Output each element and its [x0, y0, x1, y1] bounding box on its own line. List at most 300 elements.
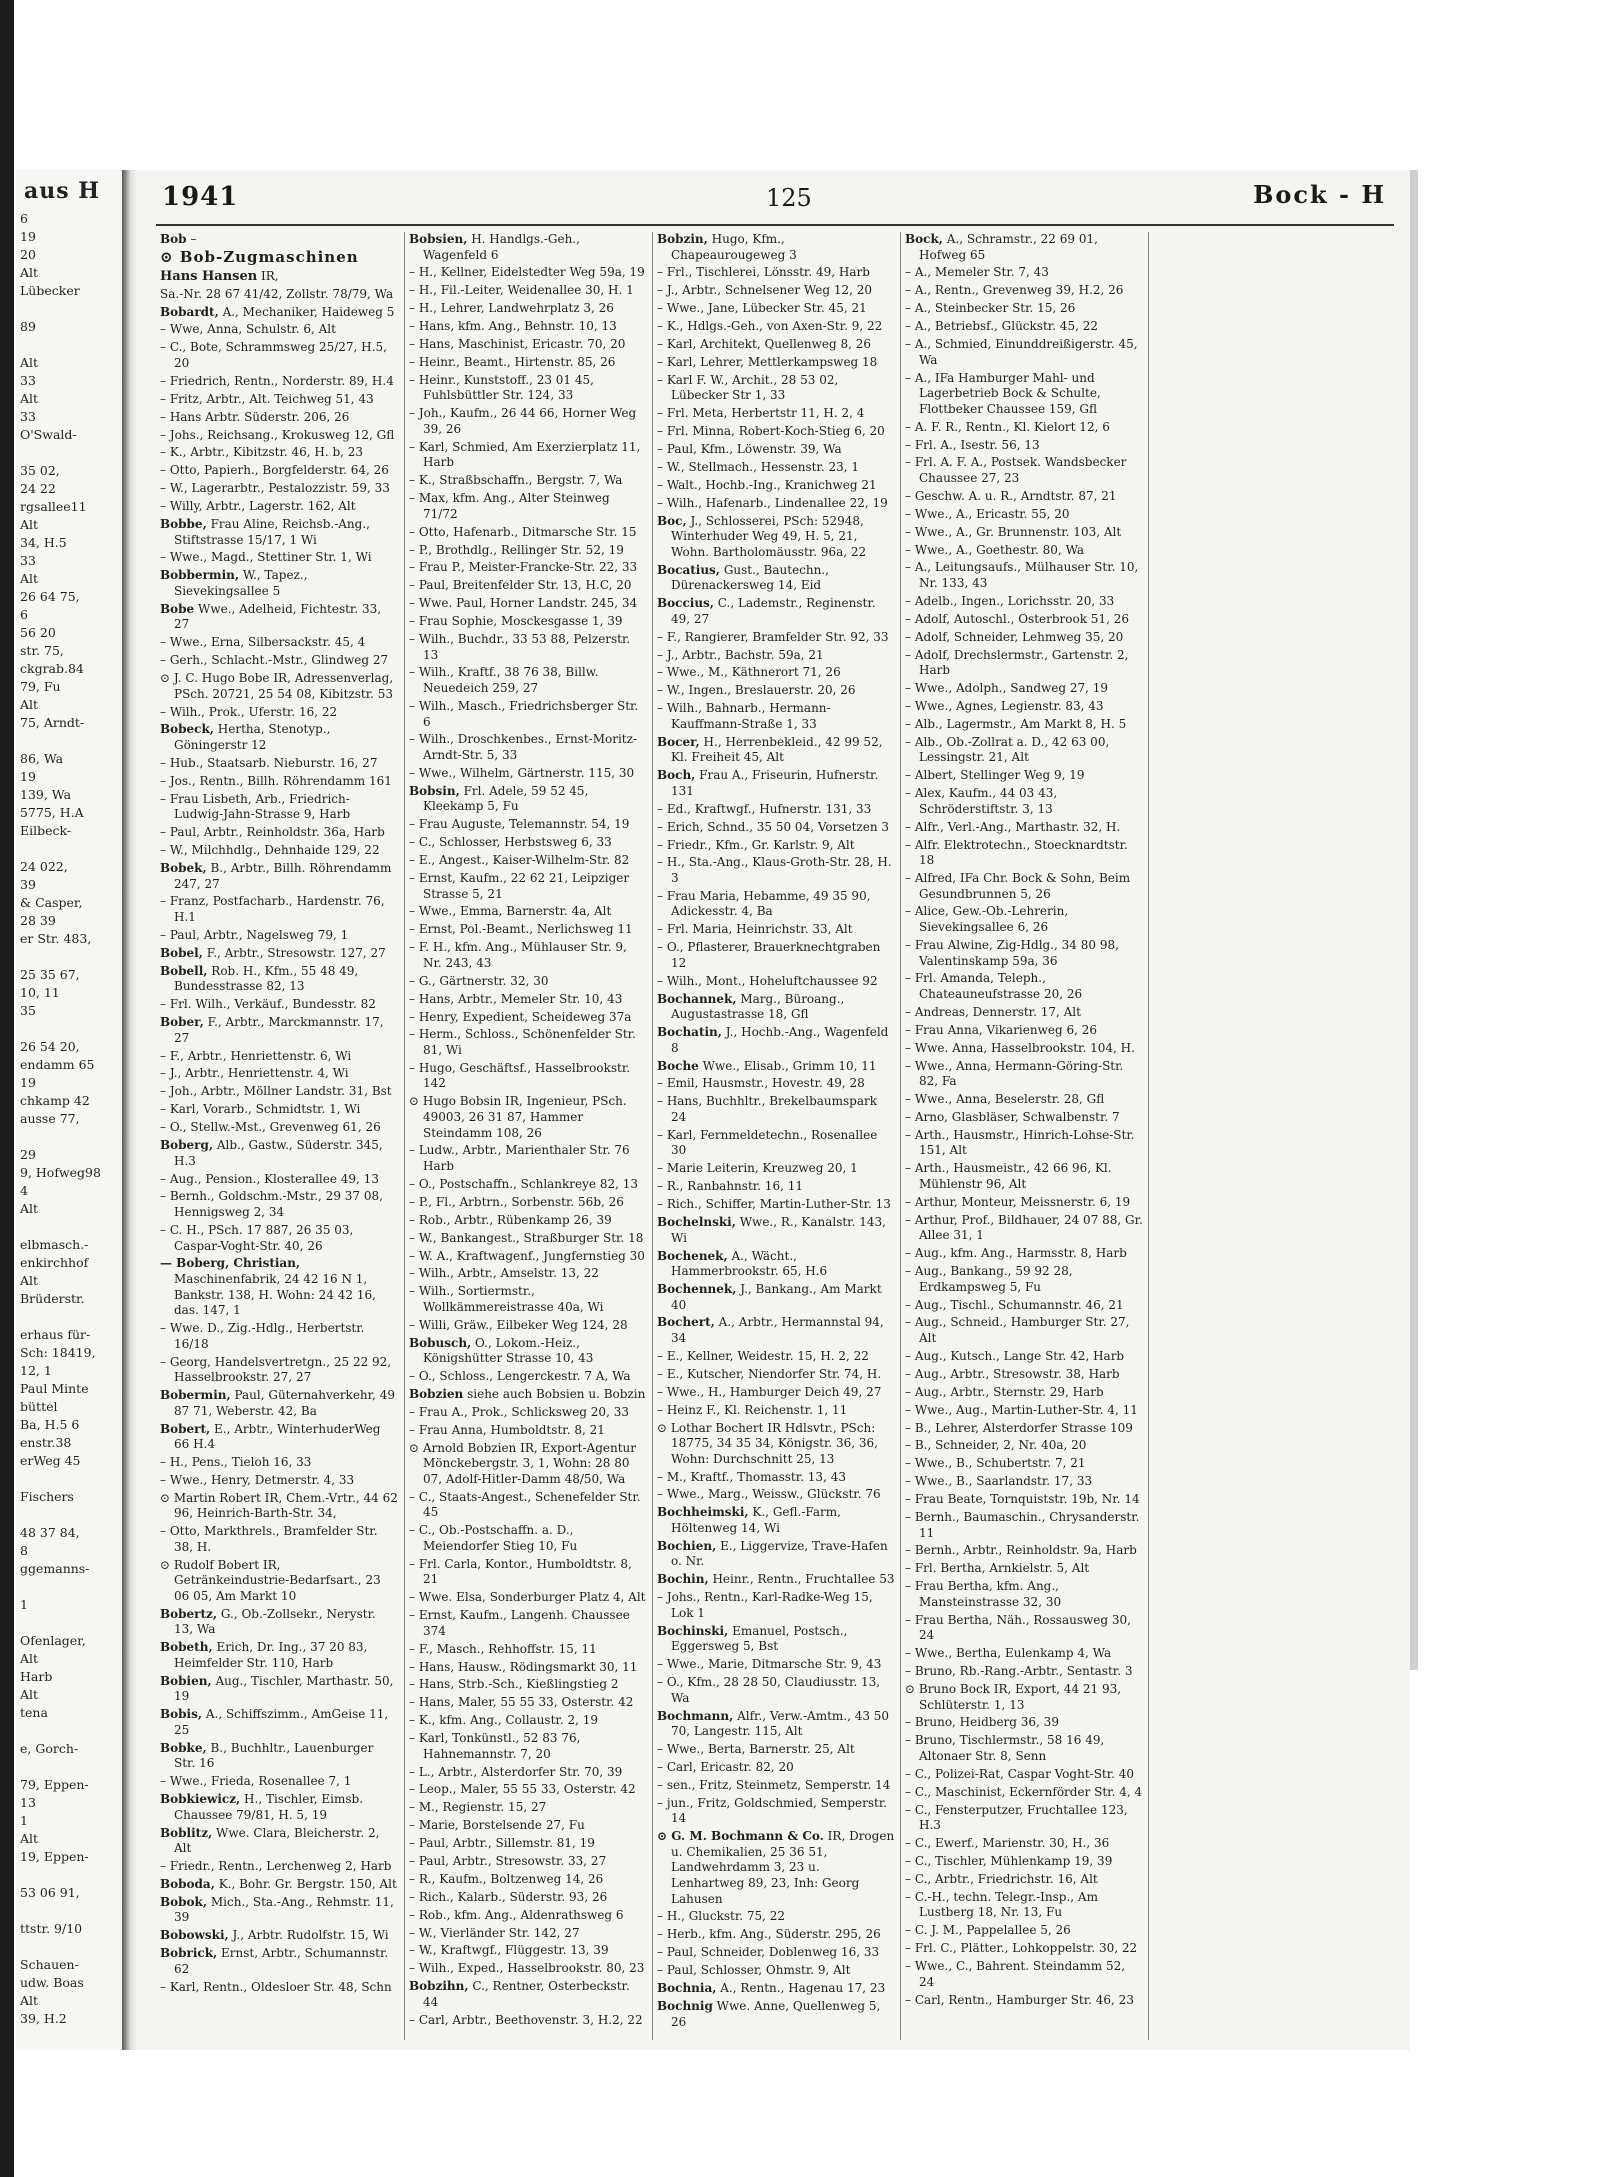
entry-details: – Karl, Architekt, Quellenweg 8, 26 [657, 337, 872, 352]
directory-entry [657, 1778, 895, 1794]
entry-details: – Wwe., A., Ericastr. 55, 20 [905, 506, 1070, 521]
entry-surname: Bochennek, [657, 1281, 737, 1296]
entry-details: – W. A., Kraftwagenf., Jungfernstieg 30 [409, 1248, 645, 1263]
entry-surname: Hans Hansen [160, 268, 258, 284]
entry-details: B., Arbtr., Billh. Röhrendamm 247, 27 [174, 860, 392, 891]
entry-details: – Wilh., Kraftf., 38 76 38, Billw. Neuedeich 259, 27 [409, 665, 599, 696]
entry-details: A., Wächt., Hammerbrookstr. 65, H.6 [671, 1248, 828, 1279]
entry-details: – Alice, Gew.-Ob.-Lehrerin, Sievekingsallee 6, 26 [905, 904, 1069, 935]
entry-details: – Rob., Arbtr., Rübenkamp 26, 39 [409, 1212, 612, 1227]
directory-entry [905, 1161, 1143, 1192]
previous-page-line: 19 [20, 229, 36, 244]
directory-entry [905, 507, 1143, 523]
directory-entry [160, 1084, 398, 1100]
directory-entry [409, 1231, 647, 1247]
directory-entry [160, 1741, 398, 1772]
entry-details: – Frl. Meta, Herbertstr 11, H. 2, 4 [657, 406, 865, 421]
previous-page-line: Alt [20, 1687, 39, 1702]
entry-details: – Friedrich, Rentn., Norderstr. 89, H.4 [160, 373, 394, 388]
directory-entry [409, 1249, 647, 1265]
entry-details: – Walt., Hochb.-Ing., Kranichweg 21 [657, 477, 877, 492]
entry-details: O., Lokom.-Heiz., Königshütter Strasse 10, 43 [423, 1335, 594, 1366]
directory-entry [657, 974, 895, 990]
entry-surname: Bobbermin, [160, 568, 240, 583]
previous-page-line [16, 1866, 122, 1884]
previous-page-line: Schauen- [20, 1957, 79, 1972]
directory-entry [657, 1742, 895, 1758]
entry-details: – Arth., Hausmeistr., 42 66 96, Kl. Mühlenstr 96, Alt [905, 1161, 1112, 1191]
entry-details: – W., Stellmach., Hessenstr. 23, 1 [657, 459, 860, 474]
entry-surname: Bochert, [657, 1315, 715, 1330]
entry-details: Heinr., Rentn., Fruchtallee 53 [708, 1572, 895, 1587]
entry-details: Wwe., R., Kanalstr. 143, Wi [671, 1215, 886, 1245]
entry-details: – Carl, Rentn., Hamburger Str. 46, 23 [905, 1992, 1134, 2007]
entry-details: – Karl, Vorarb., Schmidtstr. 1, Wi [160, 1102, 361, 1117]
directory-entry [409, 1523, 647, 1554]
previous-page-line [16, 1758, 122, 1776]
entry-details: Hertha, Stenotyp., Göningerstr 12 [174, 722, 331, 753]
previous-page-line: ggemanns- [20, 1561, 90, 1576]
directory-entry [160, 1980, 398, 1996]
directory-entry [905, 1403, 1143, 1419]
directory-entry [657, 1161, 895, 1177]
entry-details: C., Lademstr., Reginenstr. 49, 27 [671, 596, 876, 626]
entry-surname: Bobermin, [160, 1388, 231, 1403]
entry-details: – B., Schneider, 2, Nr. 40a, 20 [905, 1438, 1087, 1453]
previous-page-line: e, Gorch- [20, 1741, 79, 1756]
directory-entry [905, 1059, 1143, 1090]
previous-page-line: enkirchhof [20, 1255, 89, 1270]
directory-entry [409, 1608, 647, 1639]
previous-page-line [16, 1938, 122, 1956]
entry-details: – Alfr., Verl.-Ang., Marthastr. 32, H. [905, 819, 1121, 834]
entry-details: Wwe. Clara, Bleicherstr. 2, Alt [174, 1825, 380, 1856]
directory-entry [160, 1172, 398, 1188]
previous-page-line: 19 [20, 769, 36, 784]
directory-entry [409, 543, 647, 559]
entry-surname: Bobke, [160, 1740, 207, 1755]
directory-entry [409, 283, 647, 299]
directory-entry [409, 1557, 647, 1588]
entry-details: – E., Kellner, Weidestr. 15, H. 2, 22 [657, 1348, 869, 1363]
entry-surname: Bobardt, [160, 304, 219, 319]
entry-details: ⊙ Hugo Bobsin IR, Ingenieur, PSch. 49003, 26 31 87, Hammer Steindamm 108, 26 [409, 1094, 627, 1140]
entry-details: A., Schiffszimm., AmGeise 11, 25 [174, 1707, 389, 1737]
directory-entry [657, 1657, 895, 1673]
directory-entry [905, 1836, 1143, 1852]
directory-entry [409, 2013, 647, 2029]
entry-details: Rob. H., Kfm., 55 48 49, Bundesstrasse 82, 13 [174, 963, 359, 994]
entry-details: – Wwe., Emma, Barnerstr. 4a, Alt [409, 904, 612, 919]
entry-details: – Marie Leiterin, Kreuzweg 20, 1 [657, 1161, 858, 1176]
entry-details: – Frau Sophie, Mosckesgasse 1, 39 [409, 614, 623, 629]
entry-details: H. Handlgs.-Geh., Wagenfeld 6 [423, 232, 580, 262]
directory-entry [657, 1094, 895, 1125]
entry-surname: Bocatius, [657, 562, 720, 577]
directory-entry [409, 1143, 647, 1174]
previous-page-line: rgsallee11 [20, 499, 87, 514]
entry-details: – K., Straßbschaffn., Bergstr. 7, Wa [409, 473, 623, 488]
previous-page-line: erhaus für- [20, 1327, 91, 1342]
directory-entry [160, 792, 398, 823]
entry-details: Maschinenfabrik, 24 42 16 N 1, Bankstr. 138, H. Wohn: 24 42 16, das. 147, 1 [174, 1271, 376, 1318]
directory-entry [905, 1785, 1143, 1801]
directory-entry [905, 438, 1143, 454]
entry-details: – O., Schloss., Lengerckestr. 7 A, Wa [409, 1369, 631, 1384]
entry-surname: Bobbe, [160, 516, 207, 531]
directory-entry [905, 1213, 1143, 1244]
directory-entry [409, 232, 647, 263]
directory-entry [657, 855, 895, 886]
entry-details: – Wwe., Marie, Ditmarsche Str. 9, 43 [657, 1657, 882, 1672]
directory-entry [409, 355, 647, 371]
previous-page-line: 19, Eppen- [20, 1849, 89, 1864]
previous-page-line: Alt [20, 265, 39, 280]
entry-details: – P., Fl., Arbtrn., Sorbenstr. 56b, 26 [409, 1194, 624, 1209]
entry-details: K., Gefl.-Farm, Höltenweg 14, Wi [671, 1505, 841, 1535]
entry-details: Sa.-Nr. 28 67 41/42, Zollstr. 78/79, Wa [160, 286, 394, 301]
entry-details: – Carl, Ericastr. 82, 20 [657, 1759, 794, 1774]
directory-entry [657, 1421, 895, 1468]
directory-entry [409, 1061, 647, 1092]
entry-details: Hugo, Kfm., Chapeaurougeweg 3 [671, 232, 797, 262]
directory-entry [657, 992, 895, 1023]
entry-surname: Bochinski, [657, 1623, 729, 1638]
entry-details: – Ernst, Kaufm., Langenh. Chaussee 374 [409, 1608, 630, 1638]
directory-entry [657, 1470, 895, 1486]
directory-entry [905, 648, 1143, 679]
entry-surname: Boboda, [160, 1877, 215, 1891]
directory-entry [160, 374, 398, 390]
directory-entry [657, 283, 895, 299]
entry-details: – Wwe., M., Käthnerort 71, 26 [657, 665, 841, 680]
directory-entry [160, 635, 398, 651]
entry-details: – Wwe., Erna, Silbersackstr. 45, 4 [160, 635, 366, 650]
entry-details: – Frau A., Prok., Schlicksweg 20, 33 [409, 1404, 629, 1419]
entry-details: B., Buchhltr., Lauenburger Str. 16 [174, 1740, 374, 1771]
entry-details: – Paul, Arbtr., Reinholdstr. 36a, Harb [160, 825, 385, 840]
previous-page-line [16, 1470, 122, 1488]
directory-entry [409, 440, 647, 471]
directory-entry [905, 283, 1143, 299]
entry-details: – Georg, Handelsvertretgn., 25 22 92, Hasselbrookstr. 27, 27 [160, 1354, 392, 1385]
entry-details: – Adolf, Drechslermstr., Gartenstr. 2, Harb [905, 647, 1129, 678]
directory-entry [657, 301, 895, 317]
directory-entry [657, 355, 895, 371]
directory-entry [905, 1854, 1143, 1870]
directory-entry [160, 894, 398, 925]
entry-details: – Jos., Rentn., Billh. Röhrendamm 161 [160, 773, 392, 788]
entry-details: – Frl. C., Plätter., Lohkoppelstr. 30, 22 [905, 1941, 1138, 1956]
entry-details: – Ludw., Arbtr., Marienthaler Str. 76 Harb [409, 1143, 630, 1174]
directory-entry [409, 665, 647, 696]
entry-details: – Wilh., Buchdr., 33 53 88, Pelzerstr. 13 [409, 632, 631, 662]
previous-page-line: chkamp 42 [20, 1093, 90, 1108]
directory-entry [409, 1890, 647, 1906]
previous-page-header: aus H [24, 178, 101, 204]
entry-details: – Joh., Arbtr., Möllner Landstr. 31, Bst [160, 1084, 392, 1099]
directory-entry [905, 455, 1143, 486]
directory-entry [409, 1336, 647, 1367]
previous-page-line: 29 [20, 1147, 36, 1162]
previous-page-line: Sch: 18419, [20, 1345, 96, 1360]
entry-details: A., Rentn., Hagenau 17, 23 [716, 1981, 886, 1996]
directory-entry [409, 835, 647, 851]
entry-details: – Fritz, Arbtr., Alt. Teichweg 51, 43 [160, 391, 374, 406]
entry-details: – Frl. Bertha, Arnkielstr. 5, Alt [905, 1561, 1090, 1576]
previous-page-line: Alt [20, 1273, 39, 1288]
directory-entry [905, 735, 1143, 766]
directory-entry [905, 1005, 1143, 1021]
entry-details: – W., Lagerarbtr., Pestalozzistr. 59, 33 [160, 481, 390, 496]
entry-details: – Aug., Bankang., 59 92 28, Erdkampsweg 5, Fu [905, 1264, 1073, 1294]
entry-surname: Bocer, [657, 734, 700, 749]
entry-details: – Karl, Fernmeldetechn., Rosenallee 30 [657, 1127, 878, 1158]
directory-entry [657, 265, 895, 281]
entry-details: Ernst, Arbtr., Schumannstr. 62 [174, 1946, 389, 1976]
entry-details: – Frau Bertha, kfm. Ang., Mansteinstrasse 32, 30 [905, 1579, 1062, 1609]
entry-details: – Franz, Postfacharb., Hardenstr. 76, H.1 [160, 894, 385, 925]
entry-details: – H., Lehrer, Landwehrplatz 3, 26 [409, 301, 614, 316]
directory-entry [409, 1854, 647, 1870]
entry-details: – Alfr. Elektrotechn., Stoecknardtstr. 18 [905, 837, 1128, 868]
entry-details: – Wilh., Prok., Uferstr. 16, 22 [160, 704, 338, 719]
previous-page-line [16, 948, 122, 966]
directory-entry [409, 1926, 647, 1942]
directory-entry [657, 648, 895, 664]
directory-entry [409, 732, 647, 763]
entry-details: – Gerh., Schlacht.-Mstr., Glindweg 27 [160, 653, 389, 668]
entry-details: – Aug., Tischl., Schumannstr. 46, 21 [905, 1297, 1124, 1312]
entry-details: ⊙ Martin Robert IR, Chem.-Vrtr., 44 62 96, Heinrich-Barth-Str. 34, [160, 1490, 398, 1521]
entry-surname: Bochenek, [657, 1248, 728, 1263]
entry-details: IR, Drogen u. Chemikalien, 25 36 51, Landwehrdamm 3, 23 u. Lenhartweg 89, 23, Inh: Georg Lahusen [671, 1829, 895, 1906]
entry-details: – K., kfm. Ang., Collaustr. 2, 19 [409, 1713, 598, 1728]
directory-entry [160, 287, 398, 303]
previous-page-line: 34, H.5 [20, 535, 67, 550]
entry-details: – Herb., kfm. Ang., Süderstr. 295, 26 [657, 1927, 881, 1942]
directory-entry [905, 1023, 1143, 1039]
directory-entry [409, 1677, 647, 1693]
entry-details: – Johs., Rentn., Karl-Radke-Weg 15, Lok 1 [657, 1590, 873, 1620]
entry-details: – Hans, Hausw., Rödingsmarkt 30, 11 [409, 1659, 638, 1674]
previous-page-line: 19 [20, 1075, 36, 1090]
entry-details: – C., Schlosser, Herbstsweg 6, 33 [409, 835, 612, 850]
directory-entry [160, 322, 398, 338]
previous-page-line: 79, Eppen- [20, 1777, 89, 1792]
entry-details: W., Tapez., Sievekingsallee 5 [174, 568, 308, 598]
previous-page-line: 6 [20, 607, 28, 622]
directory-entry [409, 817, 647, 833]
entry-details: – Arthur, Monteur, Meissnerstr. 6, 19 [905, 1194, 1131, 1209]
entry-details: – Ed., Kraftwgf., Hufnerstr. 131, 33 [657, 801, 872, 816]
directory-entry [160, 1189, 398, 1220]
directory-entry [160, 1826, 398, 1857]
directory-entry [905, 1733, 1143, 1764]
entry-details: Wwe., Elisab., Grimm 10, 11 [698, 1058, 877, 1073]
entry-details: – Wwe., Adolph., Sandweg 27, 19 [905, 681, 1109, 696]
entry-surname: Bochien, [657, 1538, 717, 1553]
directory-entry [657, 460, 895, 476]
directory-entry [409, 904, 647, 920]
previous-page-line: 13 [20, 1795, 36, 1810]
entry-details: – C.-H., techn. Telegr.-Insp., Am Lustberg 18, Nr. 13, Fu [905, 1889, 1098, 1920]
directory-entry [905, 489, 1143, 505]
directory-entry [160, 1928, 398, 1944]
entry-details: – Leop., Maler, 55 55 33, Osterstr. 42 [409, 1782, 636, 1797]
previous-page-line: 33 [20, 373, 36, 388]
directory-entry [409, 373, 647, 404]
directory-entry [657, 1999, 895, 2030]
directory-entry [657, 889, 895, 920]
entry-details: – C., Ewerf., Marienstr. 30, H., 36 [905, 1836, 1110, 1851]
directory-entry [409, 265, 647, 281]
directory-entry [905, 265, 1143, 281]
column-4 [900, 232, 1145, 2040]
previous-page-line: Alt [20, 355, 39, 370]
directory-entry [905, 1579, 1143, 1610]
previous-page-line: 1 [20, 1813, 28, 1828]
directory-entry [905, 1195, 1143, 1211]
directory-entry [905, 717, 1143, 733]
previous-page-line: 86, Wa [20, 751, 64, 766]
entry-details: – Wwe., Henry, Detmerstr. 4, 33 [160, 1472, 355, 1487]
entry-details: Wwe. Anne, Quellenweg 5, 26 [671, 1998, 881, 2029]
previous-page-line: 75, Arndt- [20, 715, 85, 730]
entry-details: – Andreas, Dennerstr. 17, Alt [905, 1004, 1081, 1019]
directory-entry [409, 301, 647, 317]
entry-details: – C. J. M., Pappelallee 5, 26 [905, 1923, 1071, 1938]
entry-surname: Boberg, [160, 1138, 214, 1153]
directory-entry [409, 871, 647, 902]
entry-details: – Wilh., Droschkenbes., Ernst-Moritz-Arndt-Str. 5, 33 [409, 732, 638, 763]
entry-details: – Heinr., Beamt., Hirtenstr. 85, 26 [409, 354, 616, 369]
entry-details: A., Mechaniker, Haideweg 5 [218, 304, 395, 319]
previous-page-line: Alt [20, 1651, 39, 1666]
entry-details: A., Schramstr., 22 69 01, Hofweg 65 [919, 232, 1098, 262]
entry-details: J., Bankang., Am Markt 40 [671, 1281, 882, 1312]
directory-entry [657, 406, 895, 422]
previous-page-line: Alt [20, 1993, 39, 2008]
directory-entry [409, 596, 647, 612]
previous-page-line: er Str. 483, [20, 931, 92, 946]
directory-entry [657, 802, 895, 818]
running-head: Bock - H [1253, 180, 1386, 209]
entry-details: – A., IFa Hamburger Mahl- und Lagerbetrieb Bock & Schulte, Flottbeker Chaussee 159, Gfl [905, 370, 1101, 416]
directory-entry [657, 373, 895, 404]
entry-details: K., Bohr. Gr. Bergstr. 150, Alt [214, 1877, 397, 1891]
entry-details: Aug., Tischler, Marthastr. 50, 19 [174, 1673, 394, 1704]
entry-details: – Ernst, Kaufm., 22 62 21, Leipziger Strasse 5, 21 [409, 870, 630, 901]
directory-entry [409, 1490, 647, 1521]
directory-entry [905, 543, 1143, 559]
directory-entry [657, 1572, 895, 1588]
directory-entry [409, 632, 647, 663]
entry-details: – Wwe., Magd., Stettiner Str. 1, Wi [160, 550, 372, 565]
entry-surname: Boc, [657, 513, 687, 528]
entry-surname: Bobis, [160, 1707, 203, 1722]
entry-details: – Bernh., Goldschm.-Mstr., 29 37 08, Hennigsweg 2, 34 [160, 1189, 383, 1220]
directory-entry [905, 1110, 1143, 1126]
directory-entry [905, 1385, 1143, 1401]
previous-page-line [16, 1902, 122, 1920]
directory-entry [905, 1367, 1143, 1383]
entry-details: – Hans, Maschinist, Ericastr. 70, 20 [409, 337, 626, 352]
entry-details: Frau A., Friseurin, Hufnerstr. 131 [671, 768, 879, 798]
directory-entry [409, 1713, 647, 1729]
entry-details: – Wwe. Elsa, Sonderburger Platz 4, Alt [409, 1590, 646, 1605]
entry-details: – Bernh., Baumaschin., Chrysanderstr. 11 [905, 1509, 1140, 1540]
entry-details: – Hans, Maler, 55 55 33, Osterstr. 42 [409, 1695, 634, 1710]
directory-entry [657, 1403, 895, 1419]
entry-details: F., Arbtr., Stresowstr. 127, 27 [202, 945, 386, 960]
entry-details: – Wilh., Sortiermstr., Wollkämmereistrasse 40a, Wi [409, 1284, 604, 1314]
entry-details: – Hans, kfm. Ang., Behnstr. 10, 13 [409, 319, 617, 334]
entry-surname: — Boberg, Christian, [160, 1256, 301, 1271]
directory-entry [160, 1491, 398, 1522]
entry-details: ⊙ Lothar Bochert IR Hdlsvtr., PSch: 18775, 34 35 34, Königstr. 36, 36, Wohn: Durchschnitt 25, 13 [657, 1420, 878, 1466]
directory-entry [905, 1474, 1143, 1490]
previous-page-line: elbmasch.- [20, 1237, 89, 1252]
directory-entry [409, 1818, 647, 1834]
page-header [156, 170, 1394, 226]
entry-surname: Boblitz, [160, 1825, 213, 1840]
entry-surname: Boche [657, 1058, 699, 1073]
previous-page-line: 26 54 20, [20, 1039, 80, 1054]
entry-details: – Alb., Ob.-Zollrat a. D., 42 63 00, Lessingstr. 21, Alt [905, 734, 1110, 765]
entry-details: – P., Brothdlg., Rellinger Str. 52, 19 [409, 542, 624, 557]
entry-surname: Bochnia, [657, 1981, 717, 1996]
entry-details: – Frau Anna, Vikarienweg 6, 26 [905, 1022, 1098, 1037]
directory-entry [409, 1642, 647, 1658]
previous-page-line: 89 [20, 319, 36, 334]
entry-surname: Bobkiewicz, [160, 1792, 241, 1807]
directory-entry [409, 1027, 647, 1058]
directory-entry [160, 1066, 398, 1082]
entry-details: – sen., Fritz, Steinmetz, Semperstr. 14 [657, 1777, 891, 1792]
previous-page-line: endamm 65 [20, 1057, 95, 1072]
directory-entry [657, 922, 895, 938]
directory-entry [657, 1963, 895, 1979]
directory-entry [160, 305, 398, 321]
entry-details: – Aug., Arbtr., Stresowstr. 38, Harb [905, 1366, 1120, 1381]
page-number: 125 [766, 184, 812, 212]
previous-page-line: büttel [20, 1399, 58, 1414]
directory-entry [657, 424, 895, 440]
directory-entry [409, 1010, 647, 1026]
previous-page-line [16, 1020, 122, 1038]
entry-details: ⊙ Arnold Bobzien IR, Export-Agentur Mönckebergstr. 3, 1, Wohn: 28 80 07, Adolf-Hitler-Damm 48/50, Wa [409, 1440, 637, 1486]
entry-details: – Wwe., Wilhelm, Gärtnerstr. 115, 30 [409, 765, 635, 780]
entry-details: – J., Arbtr., Bachstr. 59a, 21 [657, 647, 824, 662]
directory-entry [409, 614, 647, 630]
previous-page-line: 10, 11 [20, 985, 60, 1000]
directory-entry [657, 232, 895, 263]
previous-page-line: Brüderstr. [20, 1291, 85, 1306]
directory-entry [905, 337, 1143, 368]
directory-entry [657, 1385, 895, 1401]
directory-entry [409, 1094, 647, 1141]
directory-entry [409, 1213, 647, 1229]
entry-details: – Paul, Arbtr., Stresowstr. 33, 27 [409, 1854, 607, 1868]
entry-details: – Karl, Rentn., Oldesloer Str. 48, Schn [160, 1979, 392, 1994]
previous-page-line [16, 1578, 122, 1596]
directory-entry [657, 442, 895, 458]
directory-entry [905, 525, 1143, 541]
entry-details: – Frau Auguste, Telemannstr. 54, 19 [409, 817, 630, 832]
entry-details: Mich., Sta.-Ang., Rehmstr. 11, 39 [174, 1894, 394, 1925]
previous-page-line: Paul Minte [20, 1381, 89, 1396]
